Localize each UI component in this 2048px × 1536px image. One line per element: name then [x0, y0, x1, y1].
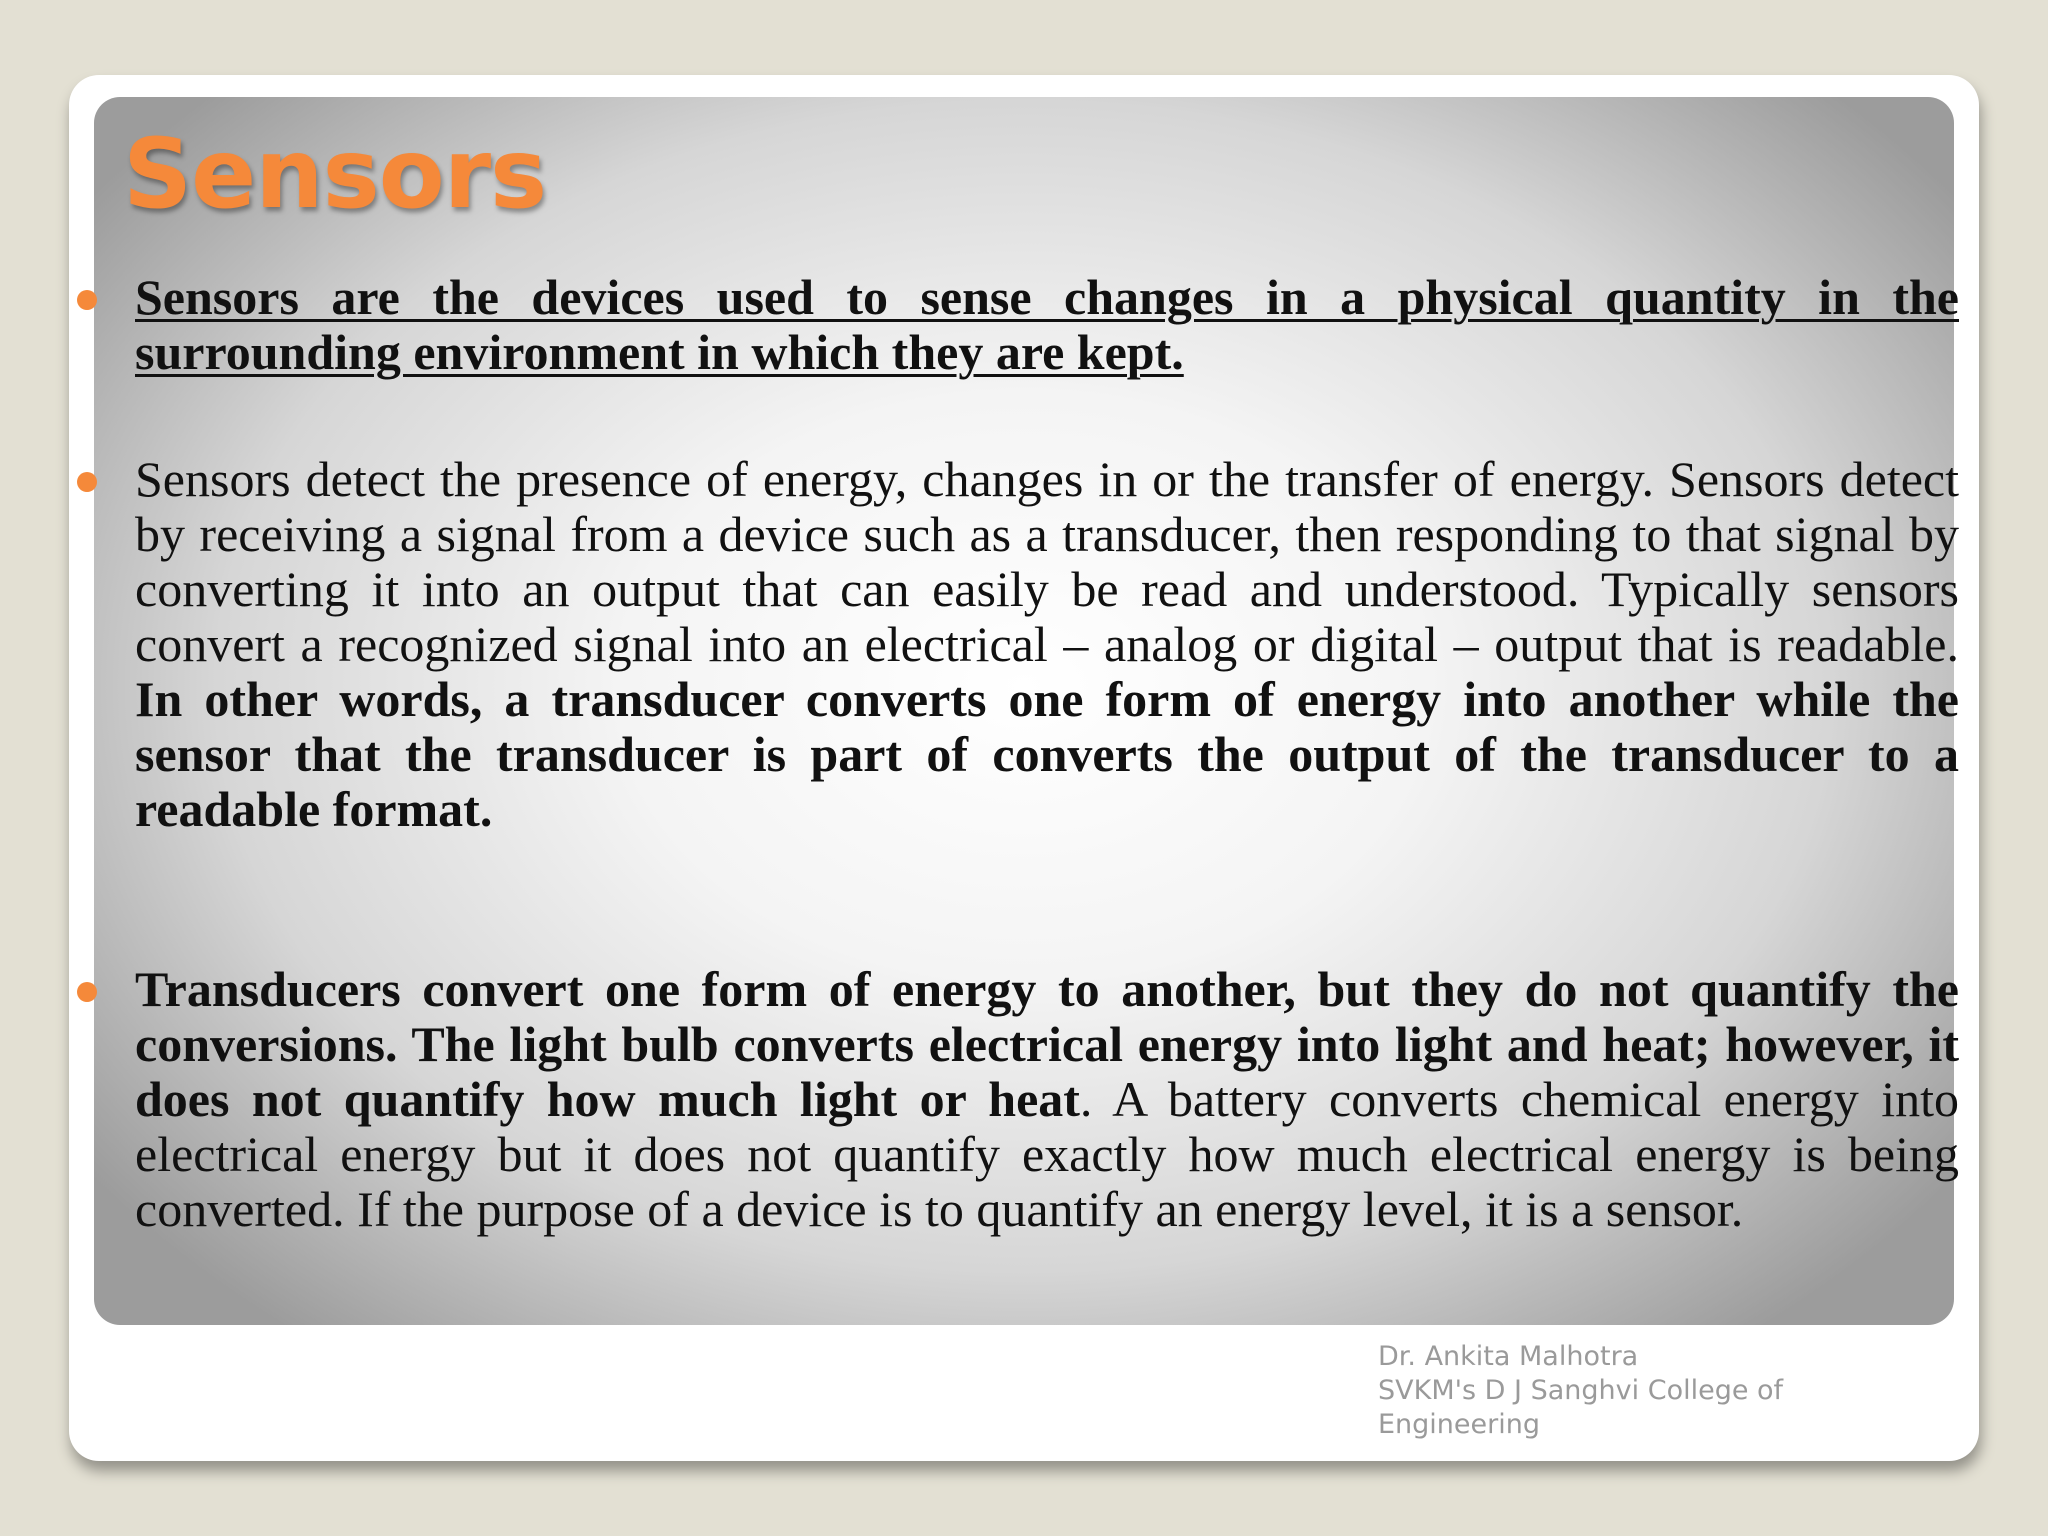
bullet-text	[135, 269, 1959, 380]
transducer-text: . A battery converts chemical energy into electrical energy but it does not quantify exactly how much electrical energy is being converted. If the purpose of a device is to quantify an energy level, it is a sensor.	[135, 1071, 1959, 1237]
footer-institution: SVKM's D J Sanghvi College of	[1378, 1375, 1784, 1406]
bullet-dot-icon	[77, 290, 97, 310]
bullet-item-sensor-function	[135, 452, 1959, 837]
bullet-text	[135, 961, 1959, 1237]
bullet-text	[135, 451, 1959, 837]
definition-text: Sensors are the devices used to sense changes in a physical quantity in the surrounding environment in which they are kept.	[135, 269, 1959, 380]
slide-footer	[1378, 1340, 1878, 1442]
footer-author: Dr. Ankita Malhotra	[1378, 1341, 1639, 1372]
sensor-function-text: Sensors detect the presence of energy, changes in or the transfer of energy. Sensors detect by receiving a signal from a device such as a transducer, then responding to that signal by converting it into an output that can easily be read and understood. Typically sensors convert a recognized signal into an electrical – analog or digital – output that is readable.	[135, 451, 1959, 672]
sensor-function-emphasis: In other words, a transducer converts one form of energy into another while the sensor that the transducer is part of converts the output of the transducer to a readable format.	[135, 671, 1959, 837]
transducer-emphasis: Transducers convert one form of energy to another, but they do not quantify the conversions. The light bulb converts electrical energy into light and heat; however, it does not quantify how much light or heat	[135, 961, 1959, 1127]
bullet-item-transducer-comparison	[135, 962, 1959, 1237]
slide-title: Sensors	[123, 118, 547, 230]
bullet-dot-icon	[77, 472, 97, 492]
bullet-dot-icon	[77, 982, 97, 1002]
bullet-item-sensor-definition	[135, 270, 1959, 380]
footer-institution-cont: Engineering	[1378, 1409, 1540, 1440]
